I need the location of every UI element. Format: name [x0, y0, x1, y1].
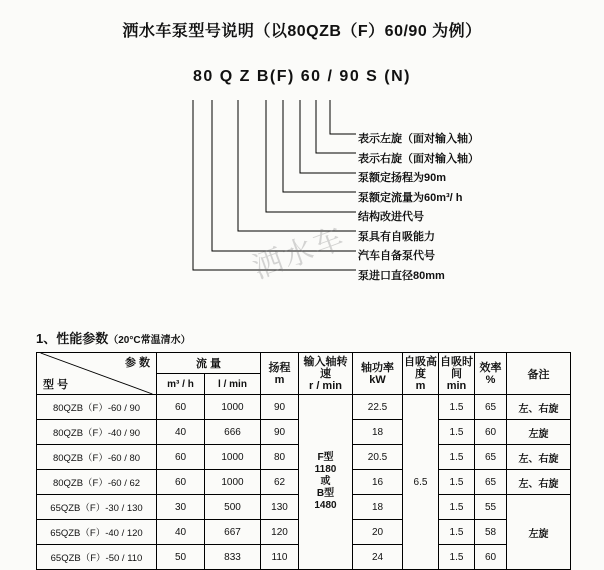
header-head: 扬程 m [261, 353, 299, 395]
cell-efficiency: 65 [475, 445, 507, 470]
leader-label: 结构改进代号 [358, 211, 424, 223]
header-efficiency: 效率 % [475, 353, 507, 395]
section-heading [36, 328, 191, 347]
cell-remark: 左、右旋 [507, 445, 571, 470]
section-title: 性能参数 [56, 331, 109, 346]
leader-label: 表示左旋（面对输入轴） [358, 133, 479, 145]
performance-table-wrapper [36, 352, 570, 570]
cell-flow-lmin: 833 [205, 545, 261, 570]
table-header-row-1 [37, 353, 571, 374]
leader-label-list [358, 130, 598, 286]
cell-suction-time: 1.5 [439, 520, 475, 545]
cell-efficiency: 65 [475, 470, 507, 495]
header-flow-m3h: m³ / h [157, 374, 205, 395]
cell-flow-m3h: 50 [157, 545, 205, 570]
cell-efficiency: 65 [475, 395, 507, 420]
cell-power: 18 [353, 420, 403, 445]
cell-model: 80QZB（F）-60 / 90 [37, 395, 157, 420]
cell-suction-time: 1.5 [439, 545, 475, 570]
cell-power: 20 [353, 520, 403, 545]
header-corner-model: 型 号 [43, 379, 69, 391]
section-note: （20°C常温清水） [108, 335, 191, 346]
cell-head: 62 [261, 470, 299, 495]
watermark-text: 洒水车 [248, 220, 351, 287]
header-flow: 流 量 [157, 353, 261, 374]
cell-remark: 左、右旋 [507, 470, 571, 495]
cell-suction-height: 6.5 [403, 395, 439, 570]
cell-power: 24 [353, 545, 403, 570]
cell-flow-m3h: 60 [157, 395, 205, 420]
cell-model: 80QZB（F）-60 / 80 [37, 445, 157, 470]
leader-label: 泵额定流量为60m³/ h [358, 191, 463, 204]
header-suction-height: 自吸高度 m [403, 353, 439, 395]
cell-flow-m3h: 40 [157, 420, 205, 445]
cell-flow-lmin: 500 [205, 495, 261, 520]
cell-efficiency: 55 [475, 495, 507, 520]
header-suction-time: 自吸时间 min [439, 353, 475, 395]
page-title: 洒水车泵型号说明（以80QZB（F）60/90 为例） [122, 23, 482, 40]
cell-suction-time: 1.5 [439, 395, 475, 420]
header-corner-param: 参 数 [124, 357, 150, 369]
leader-label: 泵进口直径80mm [358, 269, 445, 282]
header-remark: 备注 [507, 353, 571, 395]
cell-flow-m3h: 60 [157, 470, 205, 495]
cell-head: 120 [261, 520, 299, 545]
leader-label: 汽车自备泵代号 [358, 250, 435, 262]
cell-head: 130 [261, 495, 299, 520]
cell-model: 65QZB（F）-40 / 120 [37, 520, 157, 545]
cell-head: 90 [261, 420, 299, 445]
cell-flow-lmin: 1000 [205, 395, 261, 420]
cell-efficiency: 60 [475, 420, 507, 445]
header-corner-cell [37, 353, 157, 395]
cell-remark: 左、右旋 [507, 395, 571, 420]
cell-head: 90 [261, 395, 299, 420]
cell-suction-time: 1.5 [439, 495, 475, 520]
cell-model: 65QZB（F）-30 / 130 [37, 495, 157, 520]
cell-flow-m3h: 60 [157, 445, 205, 470]
cell-model: 65QZB（F）-50 / 110 [37, 545, 157, 570]
cell-remark: 左旋 [507, 495, 571, 570]
table-row [37, 395, 571, 420]
cell-flow-lmin: 1000 [205, 470, 261, 495]
cell-model: 80QZB（F）-60 / 62 [37, 470, 157, 495]
cell-suction-time: 1.5 [439, 420, 475, 445]
cell-remark: 左旋 [507, 420, 571, 445]
cell-flow-lmin: 667 [205, 520, 261, 545]
cell-power: 18 [353, 495, 403, 520]
performance-table [36, 352, 571, 570]
model-code: 80 Q Z B(F) 60 / 90 S (N) [193, 68, 411, 85]
header-flow-lmin: l / min [205, 374, 261, 395]
cell-efficiency: 58 [475, 520, 507, 545]
cell-model: 80QZB（F）-40 / 90 [37, 420, 157, 445]
cell-flow-m3h: 40 [157, 520, 205, 545]
header-shaft-power: 轴功率 kW [353, 353, 403, 395]
leader-label: 泵额定扬程为90m [358, 172, 447, 184]
cell-flow-m3h: 30 [157, 495, 205, 520]
leader-label: 泵具有自吸能力 [358, 230, 435, 243]
cell-input-speed-group: F型 1180 或 B型 1480 [299, 395, 353, 570]
leader-label: 表示右旋（面对输入轴） [358, 152, 479, 165]
cell-efficiency: 60 [475, 545, 507, 570]
section-number: 1、 [36, 331, 57, 346]
header-input-speed: 输入轴转速 r / min [299, 353, 353, 395]
cell-power: 22.5 [353, 395, 403, 420]
cell-suction-time: 1.5 [439, 445, 475, 470]
cell-suction-time: 1.5 [439, 470, 475, 495]
cell-power: 20.5 [353, 445, 403, 470]
cell-power: 16 [353, 470, 403, 495]
cell-head: 110 [261, 545, 299, 570]
cell-flow-lmin: 666 [205, 420, 261, 445]
cell-flow-lmin: 1000 [205, 445, 261, 470]
cell-head: 80 [261, 445, 299, 470]
